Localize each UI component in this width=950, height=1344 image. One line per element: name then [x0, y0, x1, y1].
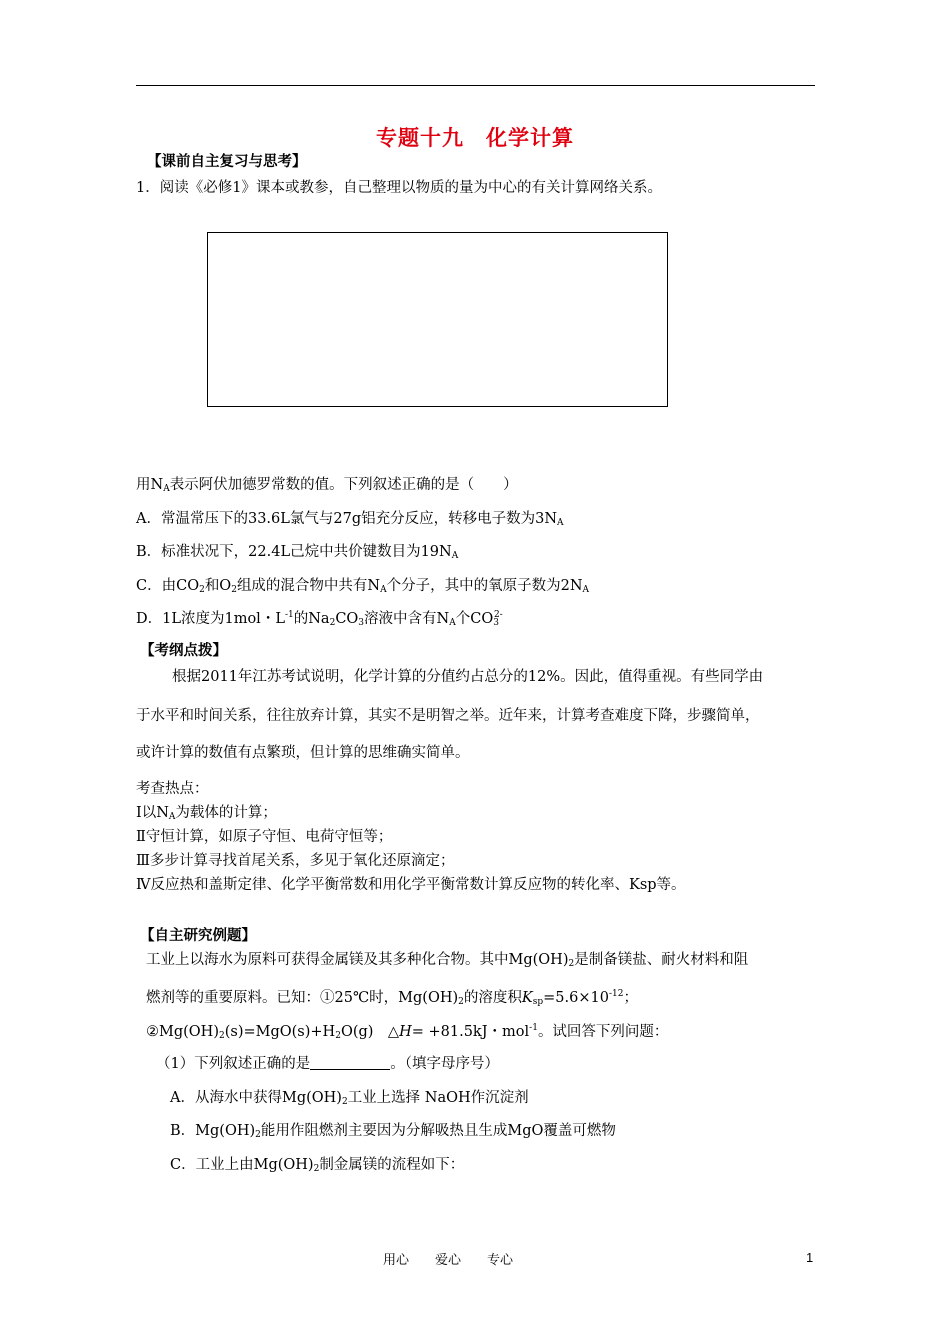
example-line-1: 工业上以海水为原料可获得金属镁及其多种化合物。其中$Mg(OH)_2$是制备镁盐、耐火材料和阻 [146, 952, 749, 969]
hot-point-4: Ⅳ反应热和盖斯定律、化学平衡常数和用化学平衡常数计算反应物的转化率、Ksp等。 [136, 877, 686, 893]
hot-point-2: Ⅱ守恒计算，如原子守恒、电荷守恒等； [136, 829, 393, 845]
example-line-2: 燃剂等的重要原料。已知：①25℃时，$Mg(OH)_2$的溶度积$K_{sp}=5.6\times 10^{-12}$； [146, 989, 638, 1007]
outline-paragraph-line-3: 或许计算的数值有点繁琐，但计算的思维确实简单。 [136, 745, 470, 761]
outline-paragraph-line-2: 于水平和时间关系，往往放弃计算，其实不是明智之举。近年来，计算考查难度下降，步骤简单， [136, 708, 760, 724]
page-footer: 用心 爱心 专心 [383, 1253, 514, 1268]
answer-blank[interactable] [310, 1055, 390, 1070]
na-question-stem: 用$N_A$表示阿伏加德罗常数的值。下列叙述正确的是（ ） [136, 477, 518, 494]
outline-paragraph-line-1: 根据2011年江苏考试说明，化学计算的分值约占总分的12%。因此，值得重视。有些同学由 [172, 669, 764, 685]
hot-point-1: Ⅰ以$N_A$为载体的计算； [136, 805, 277, 822]
section-heading-example: 【自主研究例题】 [140, 927, 256, 944]
example-question-1: （1）下列叙述正确的是 。（填字母序号） [156, 1056, 499, 1072]
hot-point-3: Ⅲ多步计算寻找首尾关系，多见于氧化还原滴定； [136, 853, 455, 869]
na-option-d: D．1L浓度为1mol・$L^{-1}$的$Na_2CO_3$溶液中含有$N_A$个$CO_3^{2-}$ [136, 610, 503, 628]
section-heading-review: 【课前自主复习与思考】 [147, 153, 307, 170]
na-option-c: C．由$CO_2$和$O_2$组成的混合物中共有$N_A$个分子，其中的氧原子数为$2N_A$ [136, 578, 590, 595]
question-1: 1．阅读《必修1》课本或教参，自己整理以物质的量为中心的有关计算网络关系。 [136, 180, 662, 196]
na-option-b: B．标准状况下，22.4L己烷中共价键数目为$19N_A$ [136, 544, 459, 561]
header-rule [136, 85, 815, 86]
page-number: 1 [806, 1250, 814, 1265]
page-title: 专题十九 化学计算 [376, 125, 574, 150]
na-option-a: A．常温常压下的33.6L氯气与27g铝充分反应，转移电子数为$3N_A$ [136, 511, 564, 528]
example-option-a: A．从海水中获得$Mg(OH)_2$工业上选择 NaOH作沉淀剂 [170, 1090, 529, 1107]
hot-points-title: 考查热点： [136, 781, 209, 797]
example-option-b: B．$Mg(OH)_2$能用作阻燃剂主要因为分解吸热且生成MgO覆盖可燃物 [170, 1123, 616, 1140]
example-line-3: $②Mg(OH)_2(s)=MgO(s)+H_2O(g)$ △H= +81.5kJ・mol$^{-1}$。试回答下列问题： [146, 1023, 669, 1041]
example-option-c: C．工业上由$Mg(OH)_2$制金属镁的流程如下： [170, 1157, 465, 1174]
blank-answer-box [207, 232, 668, 407]
section-heading-outline: 【考纲点拨】 [140, 642, 227, 659]
